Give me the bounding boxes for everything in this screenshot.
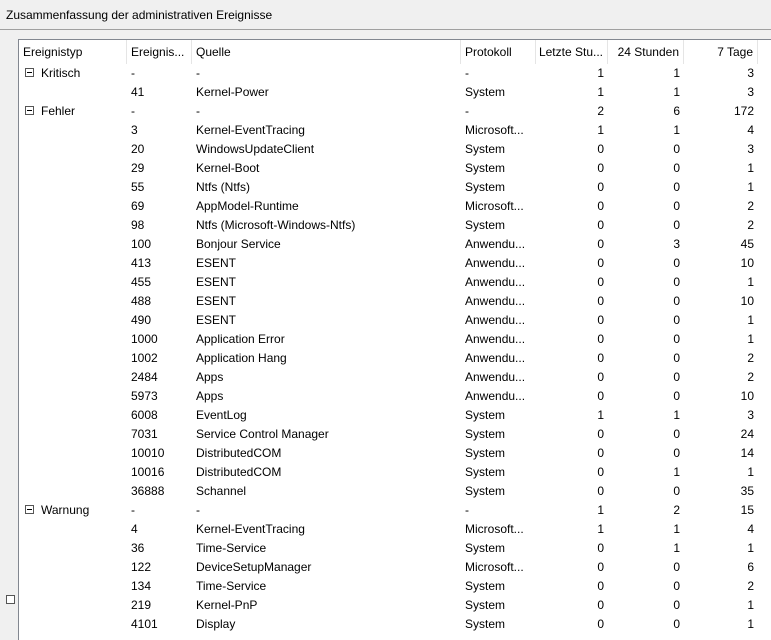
table-body [19,64,771,634]
cell-log: System [465,598,506,612]
column-header-source[interactable]: Quelle [192,40,461,64]
cell-24-hours: 1 [673,123,680,137]
cell-24-hours: 1 [673,522,680,536]
cell-event-id: 98 [131,218,145,232]
cell-event-id: - [131,503,135,517]
cell-log: Microsoft... [465,560,524,574]
cell-source: Apps [196,389,224,403]
cell-log: - [465,104,469,118]
cell-24-hours: 0 [673,161,680,175]
group-label: Fehler [41,104,76,118]
column-header-last-hour[interactable]: Letzte Stu... [536,40,608,64]
cell-7-days: 15 [740,503,754,517]
cell-last-hour: 0 [597,199,604,213]
cell-event-id: 413 [131,256,152,270]
cell-source: AppModel-Runtime [196,199,299,213]
cell-log: Anwendu... [465,294,526,308]
cell-event-id: 490 [131,313,152,327]
cell-last-hour: 1 [597,522,604,536]
cell-7-days: 1 [747,465,754,479]
cell-source: ESENT [196,275,237,289]
cell-7-days: 10 [740,389,754,403]
column-header-event-type[interactable]: Ereignistyp [19,40,127,64]
group-label: Kritisch [41,66,81,80]
cell-log: Anwendu... [465,313,526,327]
cell-source: - [196,503,200,517]
cell-24-hours: 0 [673,199,680,213]
title-bar [0,0,771,30]
cell-log: - [465,503,469,517]
collapse-toggle-icon[interactable] [25,505,34,514]
cell-log: System [465,541,506,555]
cell-24-hours: 1 [673,541,680,555]
cell-source: Application Error [196,332,285,346]
cell-event-id: - [131,66,135,80]
cell-7-days: 2 [747,370,754,384]
cell-last-hour: 0 [597,332,604,346]
cell-7-days: 10 [740,294,754,308]
cell-event-id: - [131,104,135,118]
cell-last-hour: 0 [597,446,604,460]
cell-event-id: 1000 [131,332,158,346]
cell-log: System [465,579,506,593]
cell-source: DistributedCOM [196,465,282,479]
cell-7-days: 24 [740,427,754,441]
cell-source: - [196,104,200,118]
cell-last-hour: 0 [597,370,604,384]
column-header-event-id[interactable]: Ereignis... [127,40,192,64]
cell-event-id: 455 [131,275,152,289]
cell-source: Ntfs (Ntfs) [196,180,250,194]
cell-event-id: 488 [131,294,152,308]
cell-log: System [465,142,506,156]
cell-24-hours: 0 [673,560,680,574]
cell-24-hours: 0 [673,218,680,232]
cell-source: Time-Service [196,541,267,555]
cell-last-hour: 1 [597,85,604,99]
cell-log: Anwendu... [465,237,526,251]
cell-24-hours: 0 [673,313,680,327]
cell-7-days: 4 [747,522,754,536]
cell-7-days: 1 [747,598,754,612]
cell-log: - [465,66,469,80]
cell-last-hour: 0 [597,617,604,631]
cell-event-id: 219 [131,598,152,612]
cell-24-hours: 1 [673,66,680,80]
group-row[interactable] [19,64,771,83]
cell-7-days: 172 [733,104,754,118]
table-row[interactable] [19,311,771,330]
group-label: Warnung [41,503,90,517]
table-row[interactable] [19,539,771,558]
cell-source: DeviceSetupManager [196,560,312,574]
cell-log: System [465,161,506,175]
group-row[interactable] [19,102,771,121]
cell-source: Time-Service [196,579,267,593]
cell-7-days: 2 [747,199,754,213]
table-row[interactable] [19,159,771,178]
cell-log: System [465,85,506,99]
cell-7-days: 3 [747,85,754,99]
cell-last-hour: 0 [597,218,604,232]
cell-24-hours: 0 [673,370,680,384]
cell-last-hour: 1 [597,408,604,422]
cell-last-hour: 0 [597,579,604,593]
cell-log: Anwendu... [465,370,526,384]
table-row[interactable] [19,197,771,216]
cell-source: DistributedCOM [196,446,282,460]
cell-last-hour: 0 [597,541,604,555]
cell-source: Kernel-EventTracing [196,522,305,536]
cell-last-hour: 0 [597,598,604,612]
cell-log: System [465,180,506,194]
table-row[interactable] [19,368,771,387]
table-row[interactable] [19,444,771,463]
table-row[interactable] [19,615,771,634]
cell-24-hours: 6 [673,104,680,118]
cell-event-id: 5973 [131,389,158,403]
cell-last-hour: 0 [597,180,604,194]
cell-log: System [465,427,506,441]
cell-24-hours: 1 [673,465,680,479]
cell-7-days: 6 [747,560,754,574]
cell-event-id: 100 [131,237,152,251]
cell-log: System [465,465,506,479]
table-row[interactable] [19,121,771,140]
cell-source: Bonjour Service [196,237,281,251]
cell-7-days: 1 [747,313,754,327]
cell-7-days: 1 [747,275,754,289]
table-row[interactable] [19,596,771,615]
cell-24-hours: 2 [673,503,680,517]
cell-24-hours: 0 [673,142,680,156]
cell-source: Apps [196,370,224,384]
cell-24-hours: 0 [673,598,680,612]
column-header-24-hours[interactable]: 24 Stunden [608,40,684,64]
cell-7-days: 1 [747,180,754,194]
cell-7-days: 4 [747,123,754,137]
table-row[interactable] [19,254,771,273]
cell-source: Kernel-Boot [196,161,260,175]
cell-24-hours: 0 [673,389,680,403]
cell-7-days: 1 [747,541,754,555]
cell-log: System [465,218,506,232]
cell-last-hour: 0 [597,237,604,251]
column-header-log[interactable]: Protokoll [461,40,536,64]
cell-event-id: 122 [131,560,152,574]
cell-source: - [196,66,200,80]
cell-source: Schannel [196,484,247,498]
cell-event-id: 69 [131,199,145,213]
cell-24-hours: 0 [673,579,680,593]
cell-last-hour: 0 [597,465,604,479]
table-row[interactable] [19,330,771,349]
cell-last-hour: 0 [597,484,604,498]
cell-24-hours: 0 [673,617,680,631]
cell-7-days: 1 [747,161,754,175]
cell-event-id: 134 [131,579,152,593]
table-row[interactable] [19,292,771,311]
cell-7-days: 3 [747,66,754,80]
cell-24-hours: 1 [673,408,680,422]
cell-log: Microsoft... [465,123,524,137]
cell-last-hour: 1 [597,66,604,80]
cell-source: WindowsUpdateClient [196,142,315,156]
cell-7-days: 10 [740,256,754,270]
cell-24-hours: 0 [673,427,680,441]
collapse-toggle-icon[interactable] [25,68,34,77]
cell-24-hours: 0 [673,332,680,346]
cell-7-days: 14 [740,446,754,460]
cell-event-id: 4 [131,522,138,536]
cell-event-id: 1002 [131,351,158,365]
cell-last-hour: 0 [597,256,604,270]
cell-last-hour: 0 [597,389,604,403]
collapse-toggle-icon[interactable] [25,106,34,115]
cell-last-hour: 0 [597,294,604,308]
table-row[interactable] [19,425,771,444]
cell-7-days: 35 [740,484,754,498]
column-header-7-days[interactable]: 7 Tage [684,40,758,64]
cell-7-days: 2 [747,218,754,232]
cell-7-days: 3 [747,408,754,422]
table-row[interactable] [19,577,771,596]
cell-log: System [465,408,506,422]
cell-source: Application Hang [196,351,287,365]
cell-last-hour: 0 [597,142,604,156]
cell-last-hour: 1 [597,123,604,137]
cell-event-id: 36888 [131,484,165,498]
cell-7-days: 3 [747,142,754,156]
table-row[interactable] [19,558,771,577]
cell-event-id: 36 [131,541,145,555]
table-row[interactable] [19,482,771,501]
cell-24-hours: 0 [673,446,680,460]
cell-7-days: 45 [740,237,754,251]
table-row[interactable] [19,235,771,254]
cell-24-hours: 0 [673,180,680,194]
cell-last-hour: 0 [597,161,604,175]
cell-log: Anwendu... [465,275,526,289]
cell-source: ESENT [196,313,237,327]
table-row[interactable] [19,273,771,292]
cell-24-hours: 0 [673,275,680,289]
cell-source: Display [196,617,236,631]
cell-log: Anwendu... [465,256,526,270]
table-row[interactable] [19,406,771,425]
cell-source: Ntfs (Microsoft-Windows-Ntfs) [196,218,356,232]
cell-24-hours: 0 [673,484,680,498]
table-row[interactable] [19,216,771,235]
cell-event-id: 55 [131,180,145,194]
cell-last-hour: 1 [597,503,604,517]
table-row[interactable] [19,349,771,368]
cell-24-hours: 0 [673,294,680,308]
cell-source: ESENT [196,256,237,270]
table-header [19,40,771,64]
table-row[interactable] [19,520,771,539]
cell-source: Kernel-PnP [196,598,258,612]
cell-log: Microsoft... [465,522,524,536]
cell-24-hours: 0 [673,351,680,365]
cell-last-hour: 0 [597,427,604,441]
cell-event-id: 6008 [131,408,158,422]
cell-last-hour: 0 [597,560,604,574]
cell-log: Anwendu... [465,389,526,403]
cell-event-id: 20 [131,142,145,156]
cell-source: Kernel-Power [196,85,269,99]
events-table [18,39,771,640]
cell-last-hour: 2 [597,104,604,118]
cell-log: System [465,446,506,460]
cell-event-id: 10016 [131,465,165,479]
cell-event-id: 10010 [131,446,165,460]
cell-source: Service Control Manager [196,427,329,441]
table-row[interactable] [19,83,771,102]
cell-last-hour: 0 [597,351,604,365]
cell-log: System [465,617,506,631]
cell-event-id: 3 [131,123,138,137]
cell-7-days: 1 [747,617,754,631]
cell-24-hours: 1 [673,85,680,99]
cell-log: System [465,484,506,498]
table-row[interactable] [19,463,771,482]
cell-event-id: 4101 [131,617,158,631]
cell-log: Microsoft... [465,199,524,213]
cell-source: Kernel-EventTracing [196,123,305,137]
cell-7-days: 2 [747,579,754,593]
table-row[interactable] [19,178,771,197]
cell-event-id: 29 [131,161,145,175]
cell-24-hours: 0 [673,256,680,270]
cell-last-hour: 0 [597,313,604,327]
cell-event-id: 41 [131,85,145,99]
cell-7-days: 2 [747,351,754,365]
cell-source: EventLog [196,408,247,422]
table-row[interactable] [19,140,771,159]
cell-log: Anwendu... [465,351,526,365]
cell-last-hour: 0 [597,275,604,289]
cell-event-id: 7031 [131,427,158,441]
cell-event-id: 2484 [131,370,158,384]
window-title: Zusammenfassung der administrativen Ereignisse [6,8,273,22]
cell-source: ESENT [196,294,237,308]
cell-7-days: 1 [747,332,754,346]
group-row[interactable] [19,501,771,520]
cell-24-hours: 3 [673,237,680,251]
cell-log: Anwendu... [465,332,526,346]
table-row[interactable] [19,387,771,406]
collapse-toggle-icon[interactable] [6,595,15,604]
